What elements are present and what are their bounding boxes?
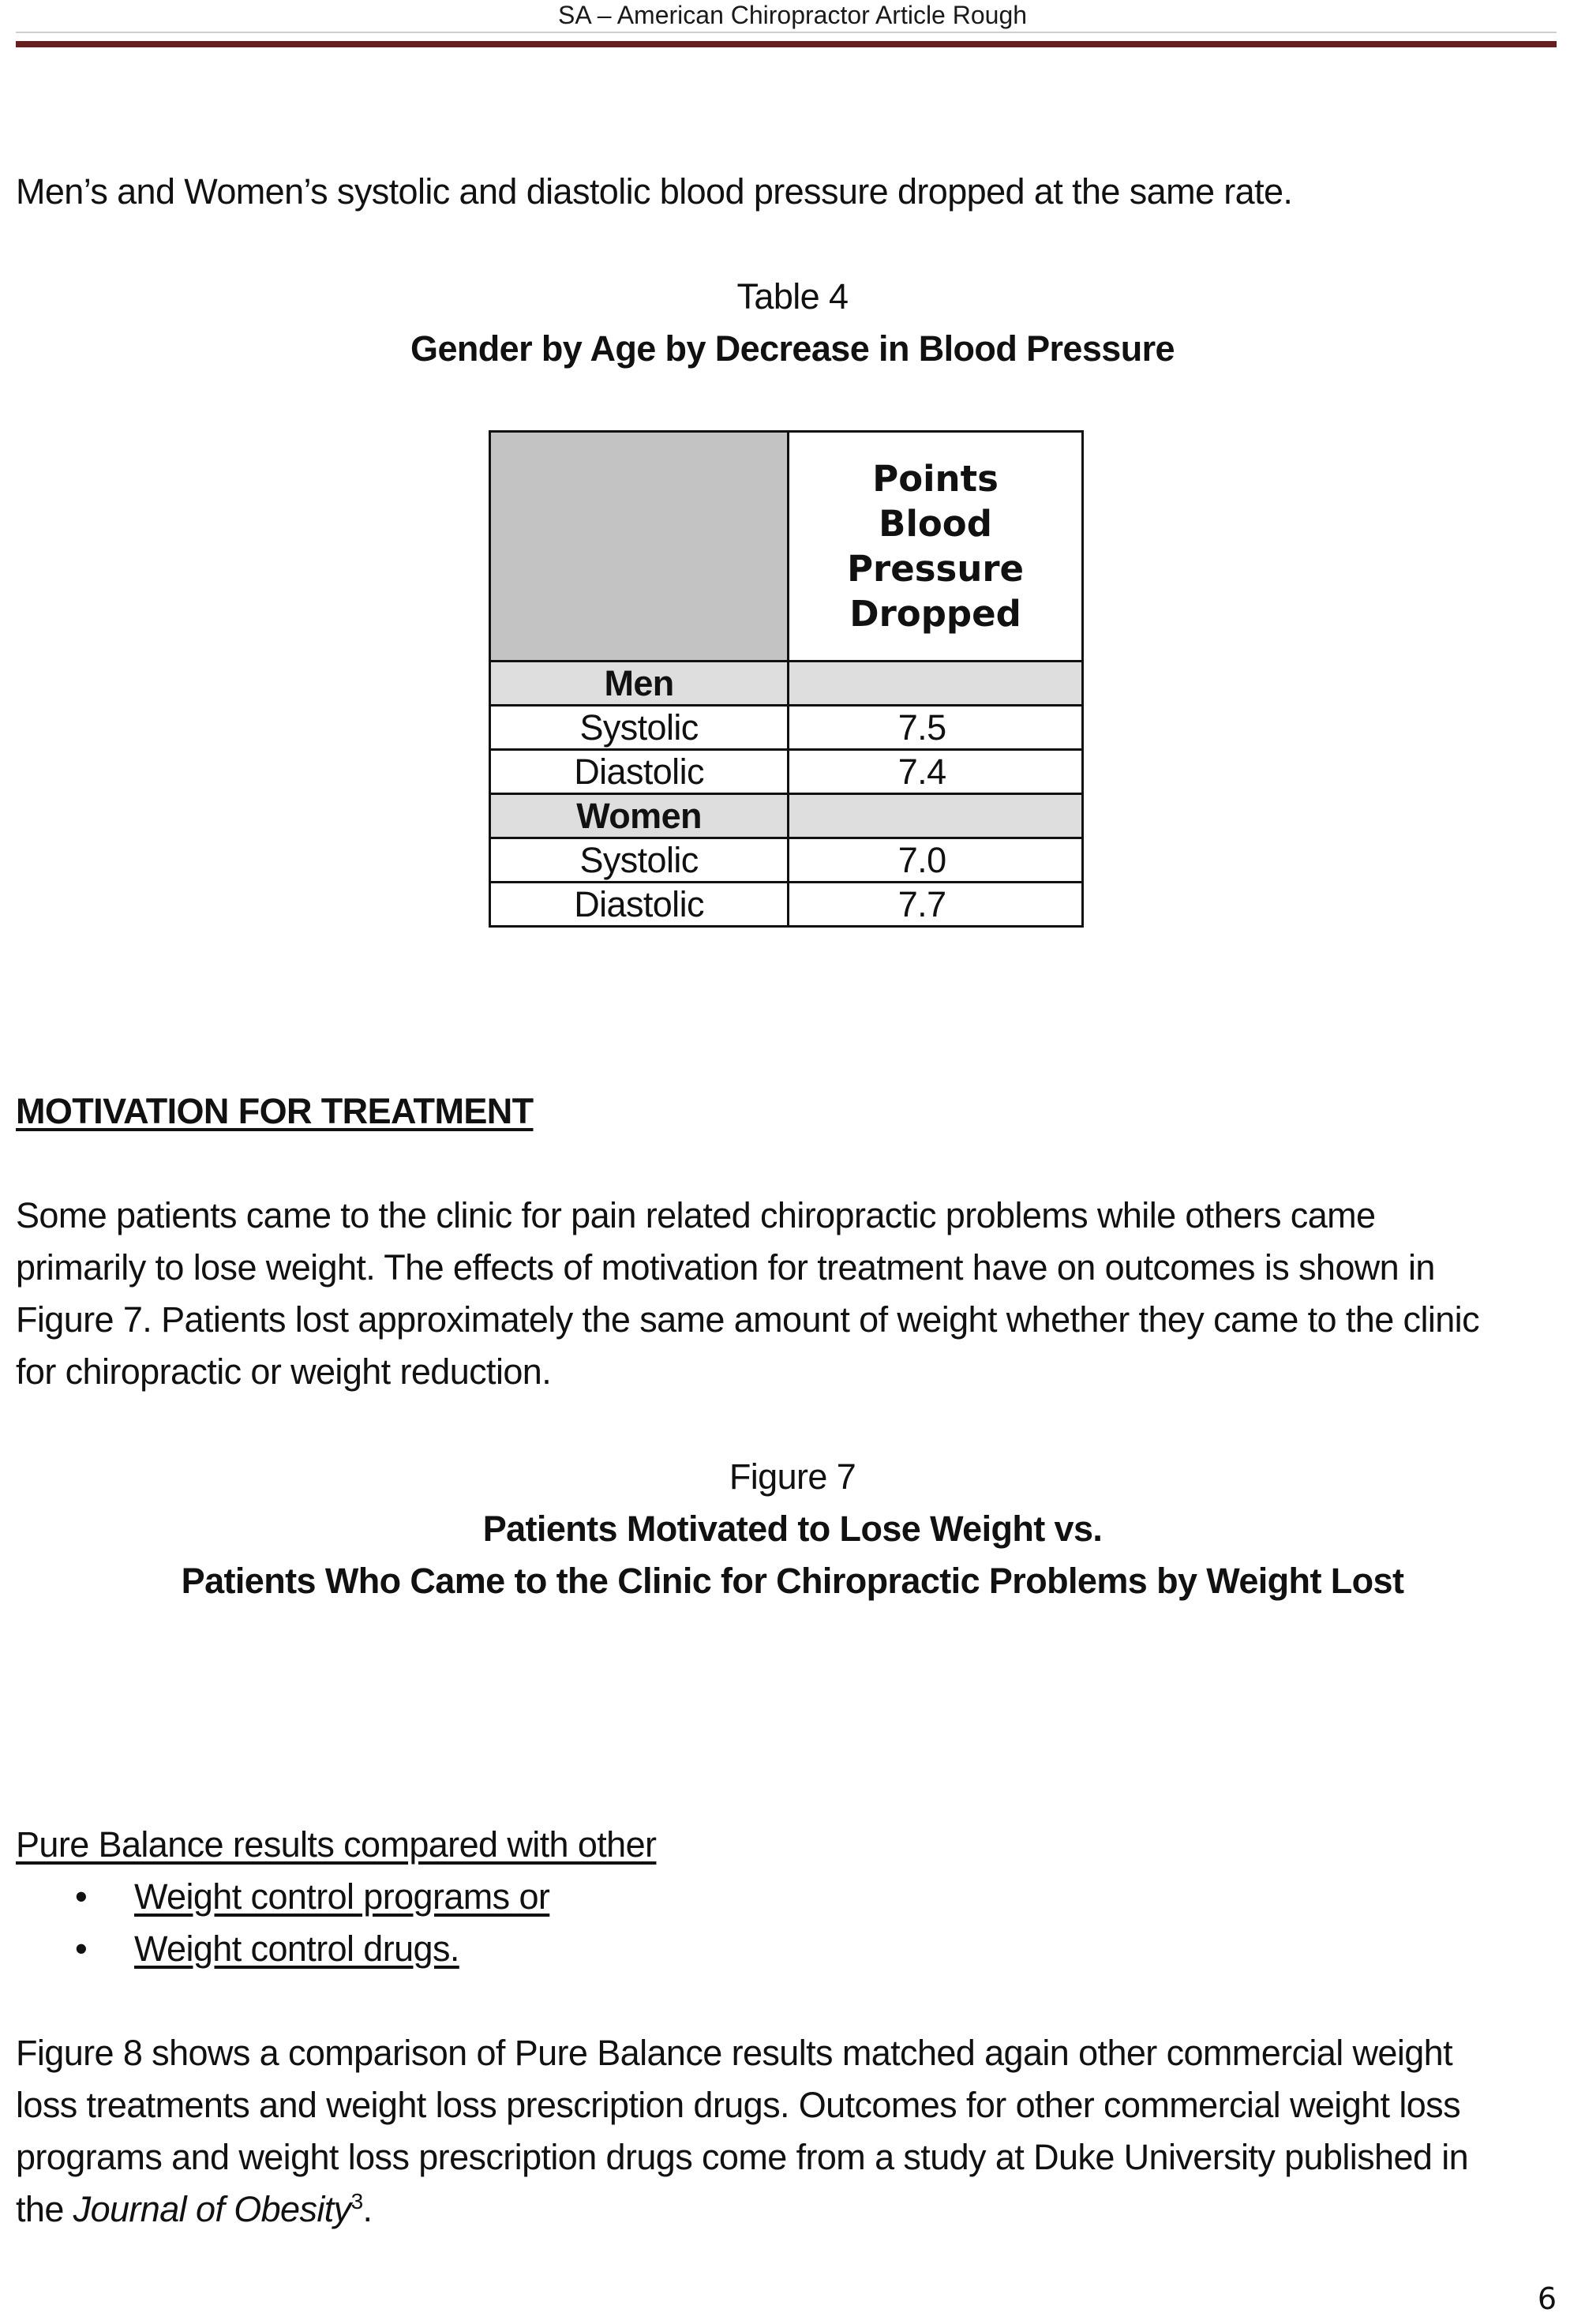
row-label: Diastolic (490, 750, 789, 794)
comparison-paragraph-line: programs and weight loss prescription drugs come from a study at Duke University published in (16, 2137, 1469, 2177)
figure7-label: Figure 7 (729, 1456, 856, 1497)
motivation-paragraph-line: primarily to lose weight. The effects of motivation for treatment have on outcomes is shown in (16, 1247, 1435, 1288)
header-rule-thin (16, 32, 1557, 33)
table4 (489, 430, 1084, 928)
row-value-text: 7.0 (897, 839, 946, 880)
row-label: Diastolic (490, 883, 789, 927)
row-value (789, 838, 1083, 883)
list-item (16, 1923, 549, 1975)
table-row (490, 838, 1083, 883)
citation-number: 3 (350, 2189, 363, 2213)
comparison-heading-text: Pure Balance results compared with other (16, 1824, 657, 1865)
page-number: 6 (1537, 2281, 1557, 2316)
table4-corner-cell (490, 432, 789, 662)
row-value (789, 883, 1083, 927)
row-label: Systolic (490, 838, 789, 883)
header-rule-thick (16, 41, 1557, 47)
row-value (789, 750, 1083, 794)
table4-column-header (789, 432, 1083, 662)
group-label-women: Women (490, 794, 789, 838)
table4-label: Table 4 (736, 276, 849, 317)
page-header: SA – American Chiropractor Article Rough (557, 1, 1028, 29)
bullet-icon: • (75, 1929, 88, 1969)
bullet-text: Weight control drugs. (134, 1929, 459, 1969)
group-empty-cell (789, 794, 1083, 838)
row-label: Systolic (490, 706, 789, 750)
intro-line: Men’s and Women’s systolic and diastolic blood pressure dropped at the same rate. (16, 171, 1293, 212)
column-header-line: Pressure (847, 548, 1025, 590)
last-line-suffix: . (362, 2189, 373, 2229)
table-row (490, 750, 1083, 794)
bullet-text: Weight control programs or (134, 1876, 550, 1917)
comparison-heading (16, 1819, 1563, 1871)
journal-name: Journal of Obesity (73, 2189, 351, 2229)
motivation-heading: MOTIVATION FOR TREATMENT (16, 1091, 534, 1131)
figure7-title-line1: Patients Motivated to Lose Weight vs. (482, 1509, 1103, 1549)
motivation-paragraph-line: for chiropractic or weight reduction. (16, 1351, 552, 1392)
table-group-row (490, 662, 1083, 706)
row-value-text: 7.4 (897, 751, 946, 792)
figure7-title-line2: Patients Who Came to the Clinic for Chiropractic Problems by Weight Lost (181, 1561, 1404, 1601)
comparison-paragraph-line: loss treatments and weight loss prescription drugs. Outcomes for other commercial weight loss (16, 2085, 1460, 2125)
comparison-paragraph-line: Figure 8 shows a comparison of Pure Balance results matched again other commercial weight (16, 2033, 1453, 2073)
table4-title: Gender by Age by Decrease in Blood Pressure (410, 328, 1175, 369)
table-group-row (490, 794, 1083, 838)
last-line-prefix: the (16, 2189, 73, 2229)
table-row (490, 706, 1083, 750)
row-value-text: 7.5 (897, 707, 946, 748)
comparison-paragraph-last-line (16, 2183, 1563, 2236)
table-row (490, 883, 1083, 927)
list-item (16, 1871, 549, 1923)
group-label-men: Men (490, 662, 789, 706)
group-empty-cell (789, 662, 1083, 706)
row-value-text: 7.7 (897, 883, 946, 924)
row-value (789, 706, 1083, 750)
motivation-paragraph-line: Figure 7. Patients lost approximately the same amount of weight whether they came to the clinic (16, 1299, 1479, 1340)
bullet-icon: • (75, 1876, 88, 1917)
column-header-line: Blood (879, 503, 992, 545)
column-header-line: Dropped (849, 593, 1021, 635)
motivation-paragraph-line: Some patients came to the clinic for pain related chiropractic problems while others came (16, 1195, 1376, 1235)
column-header-line: Points (872, 458, 999, 500)
comparison-bullet-list (16, 1871, 549, 1975)
